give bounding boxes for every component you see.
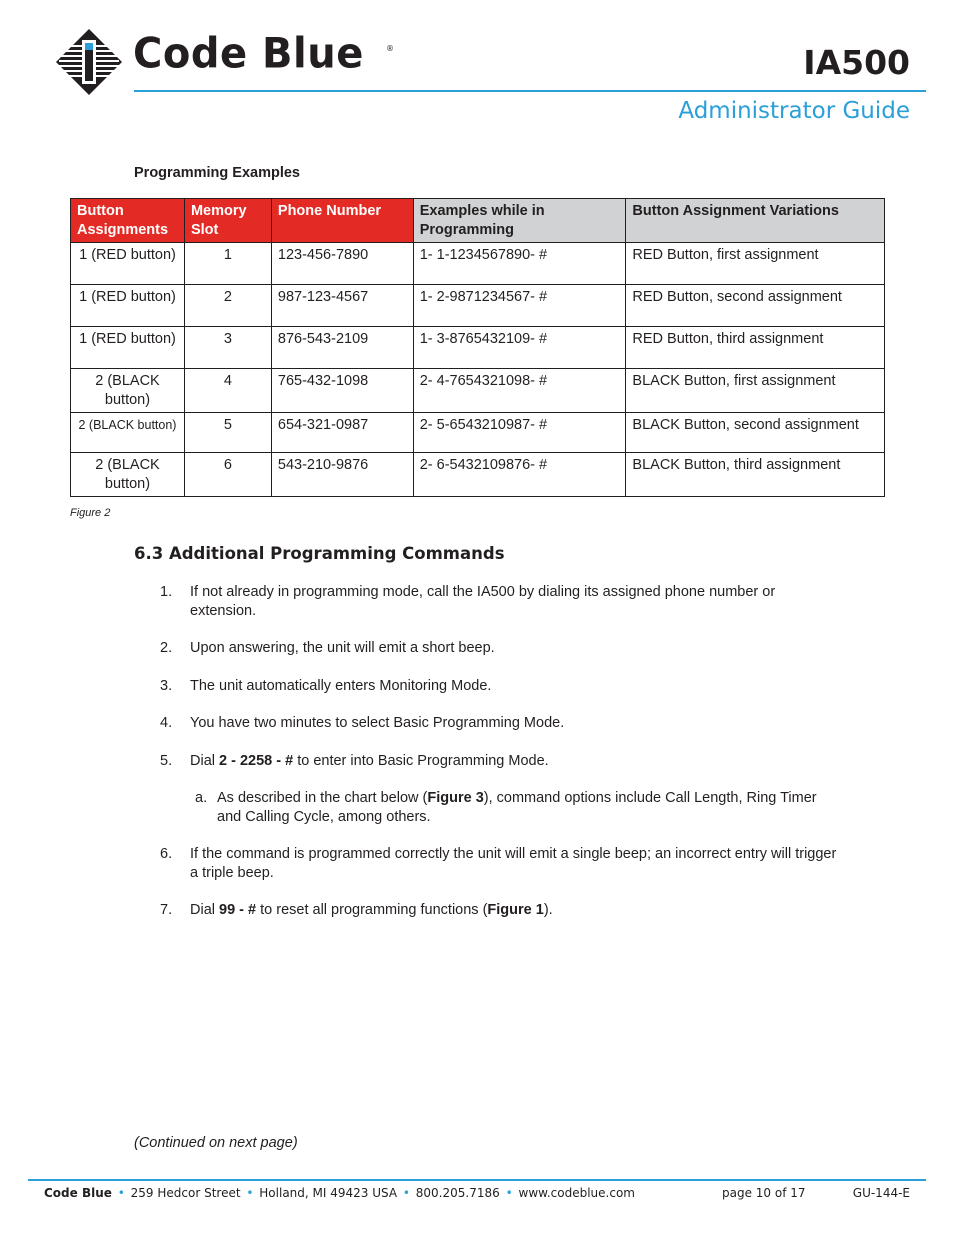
table-cell: RED Button, second assignment: [626, 285, 885, 327]
list-number: 6.: [160, 846, 173, 862]
table-cell: BLACK Button, third assignment: [626, 453, 885, 497]
table-row: [71, 243, 885, 285]
column-header: Button Assignments: [71, 199, 185, 243]
footer-contact: [44, 1186, 635, 1200]
document-subtitle: Administrator Guide: [678, 98, 910, 124]
list-text: As described in the chart below (Figure 3), command options include Call Length, Ring Timer and Calling Cycle, among others.: [217, 790, 817, 825]
table-cell: 876-543-2109: [271, 327, 413, 369]
separator-dot-icon: •: [117, 1186, 125, 1200]
table-cell: 2 (BLACK button): [71, 413, 185, 453]
footer-address: 259 Hedcor Street: [130, 1186, 241, 1200]
brand-name: Code Blue: [133, 29, 364, 79]
figure-reference: Figure 3: [427, 790, 484, 806]
table-row: [71, 327, 885, 369]
column-header: Memory Slot: [184, 199, 271, 243]
list-number: a.: [195, 790, 208, 806]
list-text: The unit automatically enters Monitoring Mode.: [190, 678, 492, 694]
continued-note: (Continued on next page): [134, 1135, 298, 1151]
table-cell: 2- 4-7654321098- #: [413, 369, 626, 413]
table-cell: 2 (BLACK button): [71, 453, 185, 497]
list-number: 4.: [160, 715, 173, 731]
separator-dot-icon: •: [402, 1186, 410, 1200]
list-number: 5.: [160, 753, 173, 769]
table-caption: Programming Examples: [134, 165, 300, 181]
column-header: Button Assignment Variations: [626, 199, 885, 243]
table-row: [71, 285, 885, 327]
table-cell: 1- 3-8765432109- #: [413, 327, 626, 369]
list-text: If the command is programmed correctly the unit will emit a single beep; an incorrect entry will trigger a triple beep.: [190, 846, 837, 881]
document-id: GU-144-E: [852, 1186, 910, 1200]
table-cell: 1 (RED button): [71, 327, 185, 369]
table-cell: 1 (RED button): [71, 243, 185, 285]
list-number: 3.: [160, 678, 173, 694]
table-cell: 1- 2-9871234567- #: [413, 285, 626, 327]
table-row: [71, 453, 885, 497]
figure-reference: Figure 1: [487, 902, 544, 918]
dial-code: 2 - 2258 - #: [219, 753, 294, 769]
code-blue-logo-icon: [55, 28, 123, 96]
footer-phone: 800.205.7186: [415, 1186, 500, 1200]
table-row: [71, 369, 885, 413]
table-cell: 1 (RED button): [71, 285, 185, 327]
footer-divider: [28, 1179, 926, 1181]
list-text: You have two minutes to select Basic Programming Mode.: [190, 715, 565, 731]
table-cell: 2 (BLACK button): [71, 369, 185, 413]
product-name: IA500: [803, 43, 910, 82]
table-cell: BLACK Button, second assignment: [626, 413, 885, 453]
figure-caption: Figure 2: [70, 507, 111, 519]
column-header: Examples while in Programming: [413, 199, 626, 243]
table-cell: RED Button, first assignment: [626, 243, 885, 285]
list-number: 7.: [160, 902, 173, 918]
table-row: [71, 413, 885, 453]
table-cell: RED Button, third assignment: [626, 327, 885, 369]
column-header: Phone Number: [271, 199, 413, 243]
page-number: page 10 of 17: [722, 1186, 806, 1200]
table-cell: 2- 5-6543210987- #: [413, 413, 626, 453]
list-number: 2.: [160, 640, 173, 656]
list-text: Dial 99 - # to reset all programming functions (Figure 1).: [190, 902, 553, 918]
table-cell: 765-432-1098: [271, 369, 413, 413]
table-cell: 1: [184, 243, 271, 285]
section-heading: 6.3 Additional Programming Commands: [134, 544, 505, 563]
table-cell: BLACK Button, first assignment: [626, 369, 885, 413]
programming-examples-table: [70, 198, 885, 497]
table-cell: 3: [184, 327, 271, 369]
table-cell: 4: [184, 369, 271, 413]
table-cell: 2: [184, 285, 271, 327]
table-cell: 654-321-0987: [271, 413, 413, 453]
list-number: 1.: [160, 584, 173, 600]
table-cell: 1- 1-1234567890- #: [413, 243, 626, 285]
table-header-row: [71, 199, 885, 243]
footer-website: www.codeblue.com: [518, 1186, 635, 1200]
list-text: Dial 2 - 2258 - # to enter into Basic Programming Mode.: [190, 753, 549, 769]
table-cell: 5: [184, 413, 271, 453]
registered-mark: ®: [386, 44, 394, 53]
list-text: If not already in programming mode, call the IA500 by dialing its assigned phone number or extension.: [190, 584, 776, 619]
footer-city: Holland, MI 49423 USA: [259, 1186, 398, 1200]
table-cell: 6: [184, 453, 271, 497]
list-item: [160, 583, 840, 621]
list-text: Upon answering, the unit will emit a short beep.: [190, 640, 495, 656]
separator-dot-icon: •: [505, 1186, 513, 1200]
footer-brand: Code Blue: [44, 1186, 112, 1200]
table-cell: 987-123-4567: [271, 285, 413, 327]
separator-dot-icon: •: [246, 1186, 254, 1200]
table-cell: 543-210-9876: [271, 453, 413, 497]
table-cell: 2- 6-5432109876- #: [413, 453, 626, 497]
header-divider: [134, 90, 926, 92]
table-cell: 123-456-7890: [271, 243, 413, 285]
dial-code: 99 - #: [219, 902, 257, 918]
